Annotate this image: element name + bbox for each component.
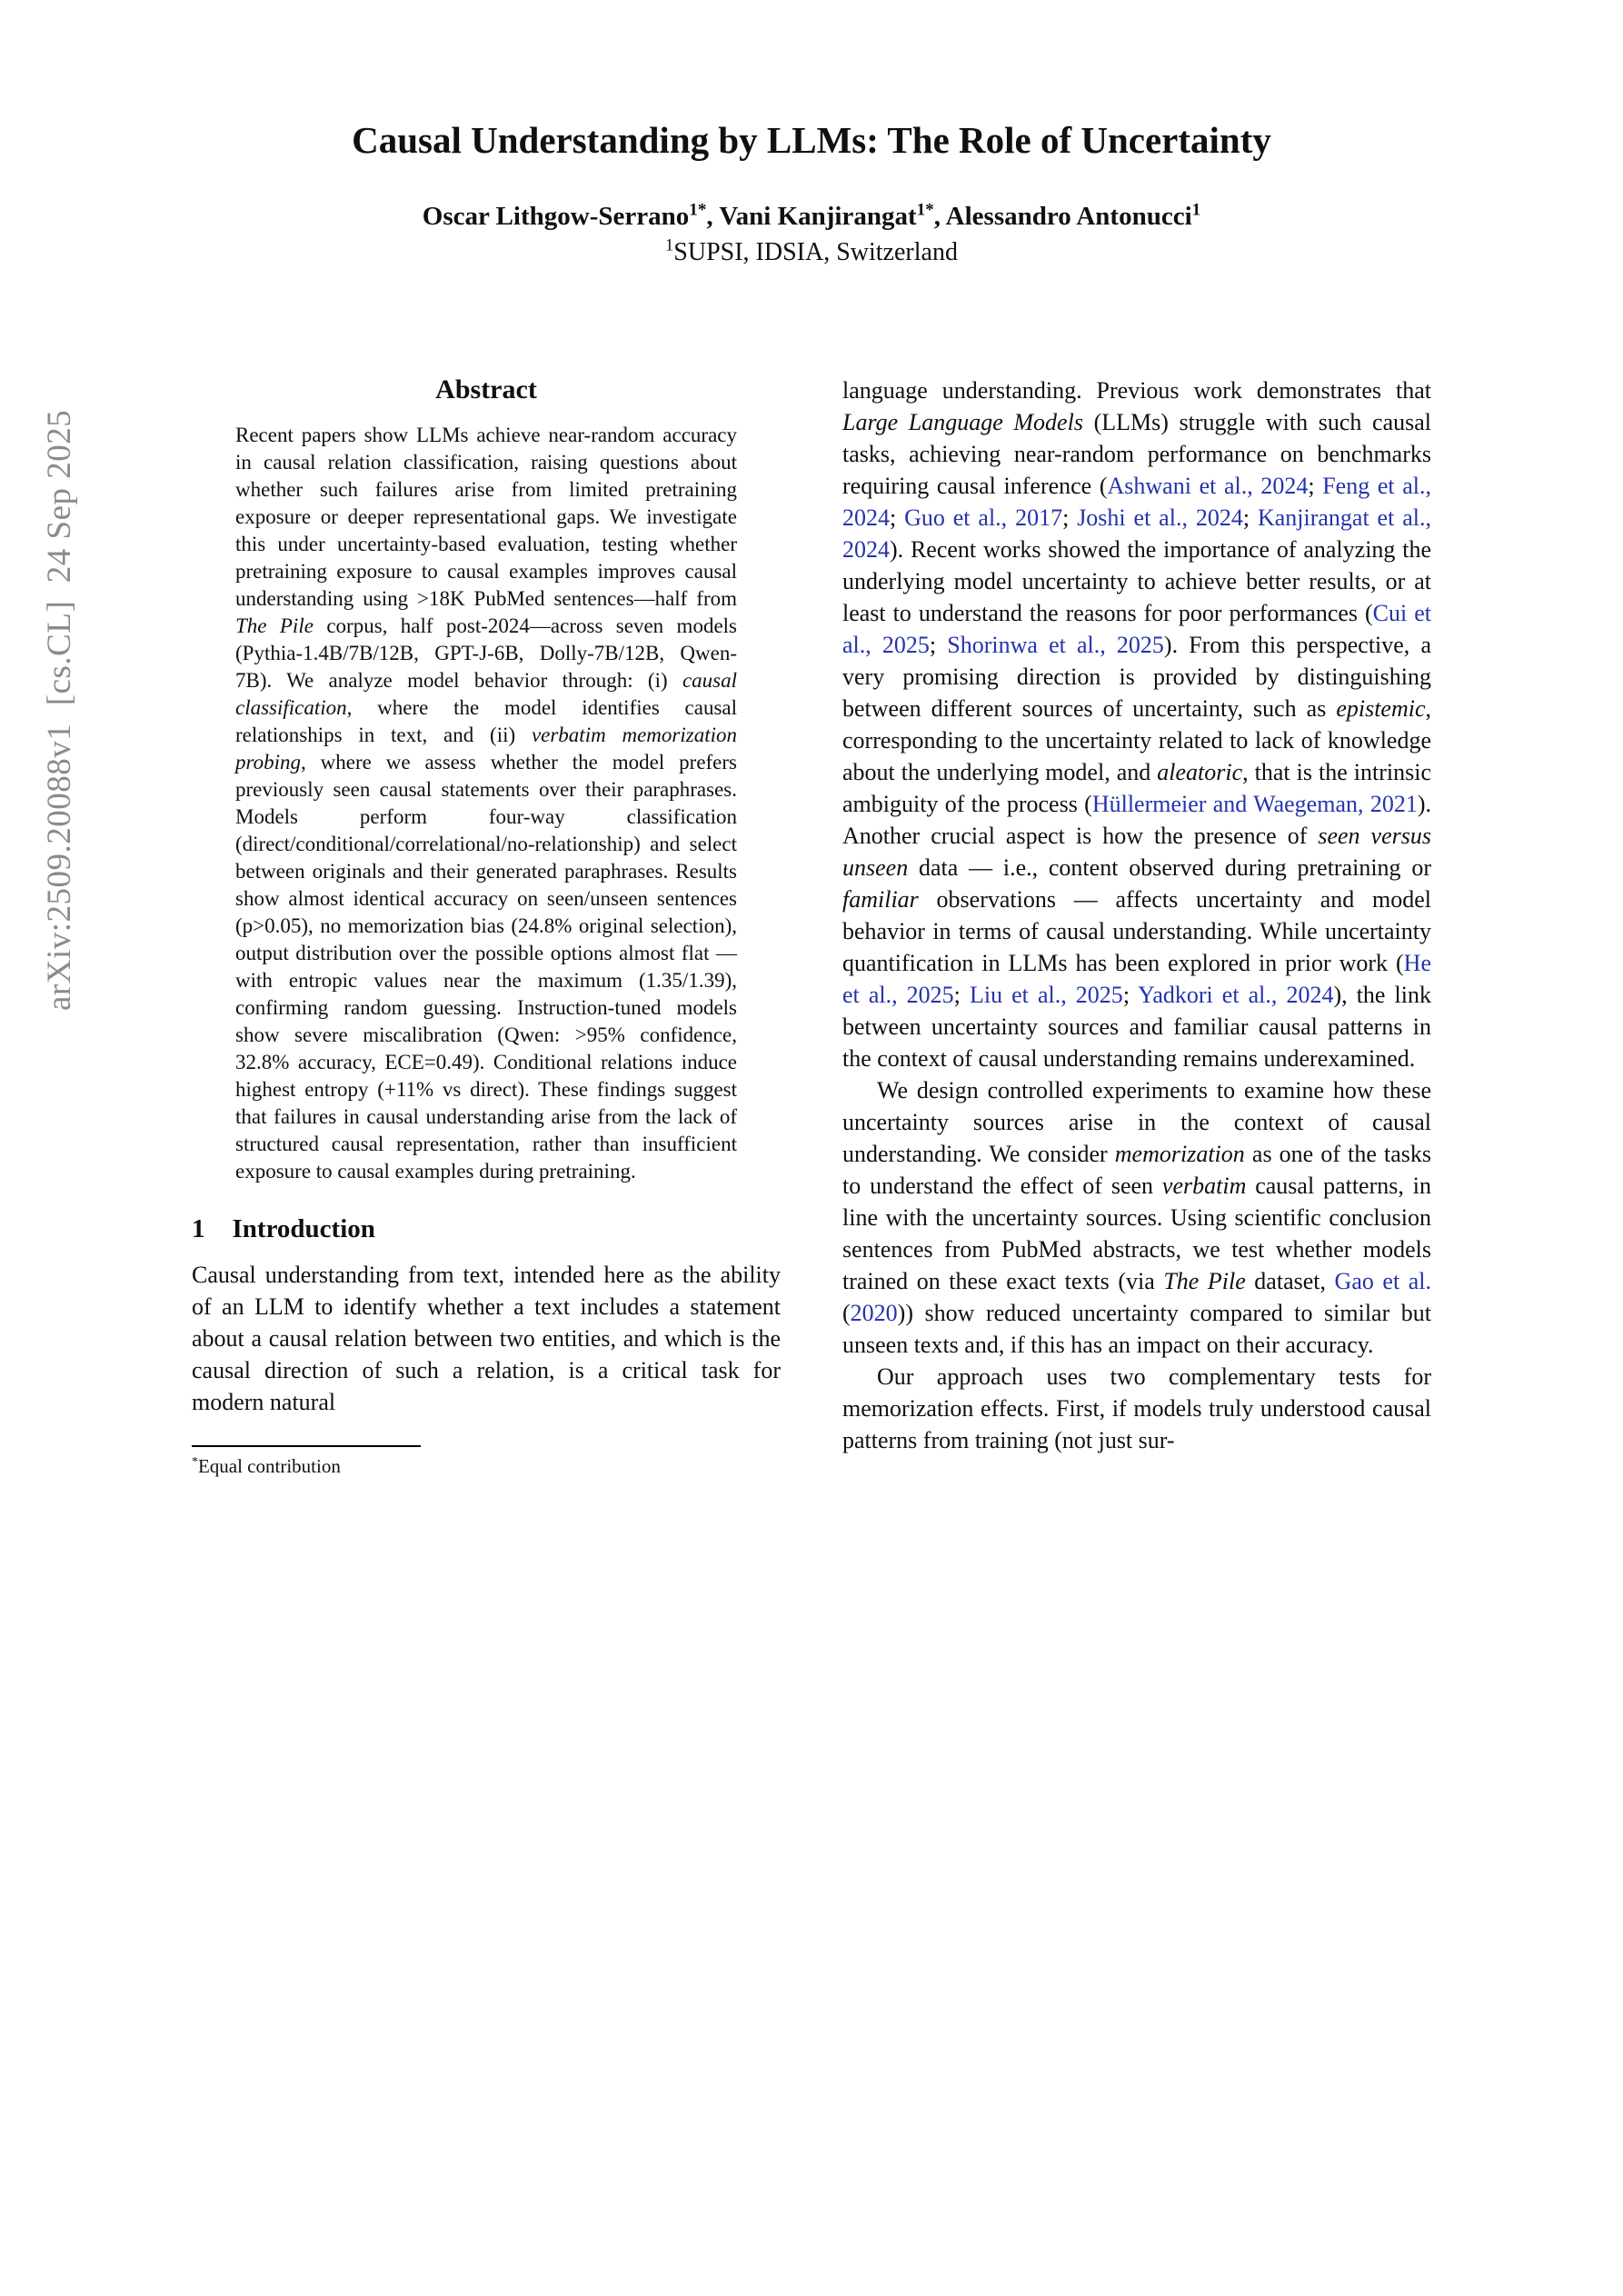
citation-link[interactable]: Hüllermeier and Waegeman, 2021 — [1091, 791, 1418, 817]
citation-link[interactable]: He et al., 2025 — [842, 950, 1431, 1008]
text-run: The Pile — [1163, 1268, 1246, 1294]
citation-link[interactable]: Joshi et al., 2024 — [1077, 504, 1243, 531]
citation-link[interactable]: Kanjirangat et al., 2024 — [842, 504, 1431, 563]
text-run: Equal contribution — [197, 1455, 341, 1477]
text-run: ). Another crucial aspect is how the presence of — [842, 791, 1431, 849]
text-run: Large Language Models — [842, 409, 1083, 435]
body-paragraph — [842, 1074, 1431, 1361]
text-run: Recent papers show LLMs achieve near-random accuracy in causal relation classification, raising questions about whether such failures arise from limited pretraining exposure or deeper representational gaps. We investigate this under uncertainty-based evaluation, testing whether pretraining exposure to causal examples improves causal understanding using >18K PubMed sentences—half from — [235, 424, 737, 610]
text-run: epistemic — [1336, 695, 1426, 722]
text-run: memorization — [1114, 1141, 1245, 1167]
text-run: seen versus unseen — [842, 823, 1431, 881]
text-run: (LLMs) struggle with such causal tasks, achieving near-random performance on benchmarks requiring causal inference ( — [842, 409, 1431, 499]
text-run: , where we assess whether the model prefers previously seen causal statements over their paraphrases. Models perform four-way classification (direct/conditional/correlational/no-relationship) and select between originals and their generated paraphrases. Results show almost identical accuracy on seen/unseen sentences (p>0.05), no memorization bias (24.8% original selection), output distribution over the possible options almost flat — with entropic values near the maximum (1.35/1.39), confirming random guessing. Instruction-tuned models show severe miscalibration (Qwen: >95% confidence, 32.8% accuracy, ECE=0.49). Conditional relations induce highest entropy (+11% vs direct). These findings suggest that failures in causal understanding arise from the lack of structured causal representation, rather than insufficient exposure to causal examples during pretraining. — [235, 751, 737, 1183]
text-run: ; — [929, 632, 948, 658]
affiliation-line — [0, 235, 1623, 267]
text-run: , that is the intrinsic ambiguity of the process ( — [842, 759, 1431, 817]
text-run: The Pile — [235, 614, 314, 637]
text-run: causal patterns, in line with the uncertainty sources. Using scientific conclusion sentences from PubMed abstracts, we test whether models trained on these exact texts (via — [842, 1173, 1431, 1294]
text-run: , where the model identifies causal relationships in text, and (ii) — [235, 696, 737, 746]
text-run: , corresponding to the uncertainty related to lack of knowledge about the underlying model, and — [842, 695, 1431, 785]
text-run: observations — affects uncertainty and model behavior in terms of causal understanding. While uncertainty quantification in LLMs has been explored in prior work ( — [842, 886, 1431, 976]
paper-title: Causal Understanding by LLMs: The Role of Uncertainty — [352, 119, 1271, 161]
text-run: as one of the tasks to understand the effect of seen — [842, 1141, 1431, 1199]
text-run: Our approach uses two complementary tests for memorization effects. First, if models truly understood causal patterns from training (not just sur- — [842, 1363, 1431, 1453]
text-run: corpus, half post-2024—across seven models (Pythia-1.4B/7B/12B, GPT-J-6B, Dolly-7B/12B, Qwen-7B). We analyze model behavior through: (i) — [235, 614, 737, 692]
text-run: 1* — [689, 200, 707, 220]
text-run: ; — [1062, 504, 1078, 531]
text-run: ( — [842, 1300, 851, 1326]
citation-link[interactable]: Feng et al., 2024 — [842, 473, 1431, 531]
text-run: verbatim — [1161, 1173, 1247, 1199]
text-run: ), the link between uncertainty sources and familiar causal patterns in the context of causal understanding remains underexamined. — [842, 982, 1431, 1072]
text-run: ; — [953, 982, 970, 1008]
text-run: , Alessandro Antonucci — [933, 202, 1192, 231]
text-run: verbatim memorization probing — [235, 724, 737, 774]
text-run: ; — [1308, 473, 1323, 499]
body-paragraph — [842, 374, 1431, 1074]
footnote-text — [192, 1454, 781, 1478]
text-run: ; — [1242, 504, 1258, 531]
citation-link[interactable]: Shorinwa et al., 2025 — [947, 632, 1164, 658]
abstract-block — [192, 374, 781, 1185]
text-run: , Vani Kanjirangat — [706, 202, 917, 231]
section-title: Introduction — [232, 1214, 375, 1243]
footnote-rule — [192, 1445, 421, 1447]
introduction-paragraph — [192, 1259, 781, 1418]
text-run: familiar — [842, 886, 919, 913]
abstract-text — [235, 422, 737, 1185]
text-run: ). From this perspective, a very promising direction is provided by distinguishing between different sources of uncertainty, such as — [842, 632, 1431, 722]
left-column — [192, 374, 781, 1478]
citation-link[interactable]: 2020 — [850, 1300, 898, 1326]
text-run: * — [192, 1454, 198, 1468]
text-run: 1* — [916, 200, 934, 220]
text-run: causal classification — [235, 669, 737, 719]
text-run: aleatoric — [1157, 759, 1243, 785]
footnote-block — [192, 1445, 781, 1478]
arxiv-sidebar-label: arXiv:2509.20088v1 [cs.CL] 24 Sep 2025 — [41, 409, 78, 1011]
text-run: We design controlled experiments to examine how these uncertainty sources arise in the context of causal understanding. We consider — [842, 1077, 1431, 1167]
text-run: Oscar Lithgow-Serrano — [422, 202, 690, 231]
citation-link[interactable]: Gao et al. — [1334, 1268, 1432, 1294]
text-run: data — i.e., content observed during pretraining or — [908, 854, 1431, 881]
text-run: SUPSI, IDSIA, Switzerland — [673, 238, 958, 266]
authors-line — [0, 202, 1623, 232]
body-paragraph — [842, 1361, 1431, 1456]
section-number: 1 — [192, 1214, 205, 1243]
text-run: language understanding. Previous work demonstrates that — [842, 377, 1431, 404]
abstract-heading: Abstract — [435, 374, 537, 404]
text-run: ). Recent works showed the importance of analyzing the underlying model uncertainty to achieve better results, or at least to understand the reasons for poor performances ( — [842, 536, 1431, 626]
text-run: ; — [890, 504, 905, 531]
text-run: ; — [1122, 982, 1139, 1008]
citation-link[interactable]: Cui et al., 2025 — [842, 600, 1431, 658]
citation-link[interactable]: Liu et al., 2025 — [969, 982, 1123, 1008]
right-column — [842, 374, 1431, 1456]
citation-link[interactable]: Ashwani et al., 2024 — [1107, 473, 1309, 499]
citation-link[interactable]: Yadkori et al., 2024 — [1138, 982, 1334, 1008]
text-run: Causal understanding from text, intended here as the ability of an LLM to identify whether a text includes a statement about a causal relation between two entities, and which is the causal direction of such a relation, is a critical task for modern natural — [192, 1262, 781, 1415]
text-run: )) show reduced uncertainty compared to similar but unseen texts and, if this has an impact on their accuracy. — [842, 1300, 1431, 1358]
section-heading-introduction — [192, 1214, 781, 1244]
text-run: 1 — [665, 235, 674, 255]
citation-link[interactable]: Guo et al., 2017 — [904, 504, 1063, 531]
text-run: dataset, — [1245, 1268, 1335, 1294]
text-run: 1 — [1191, 200, 1201, 220]
